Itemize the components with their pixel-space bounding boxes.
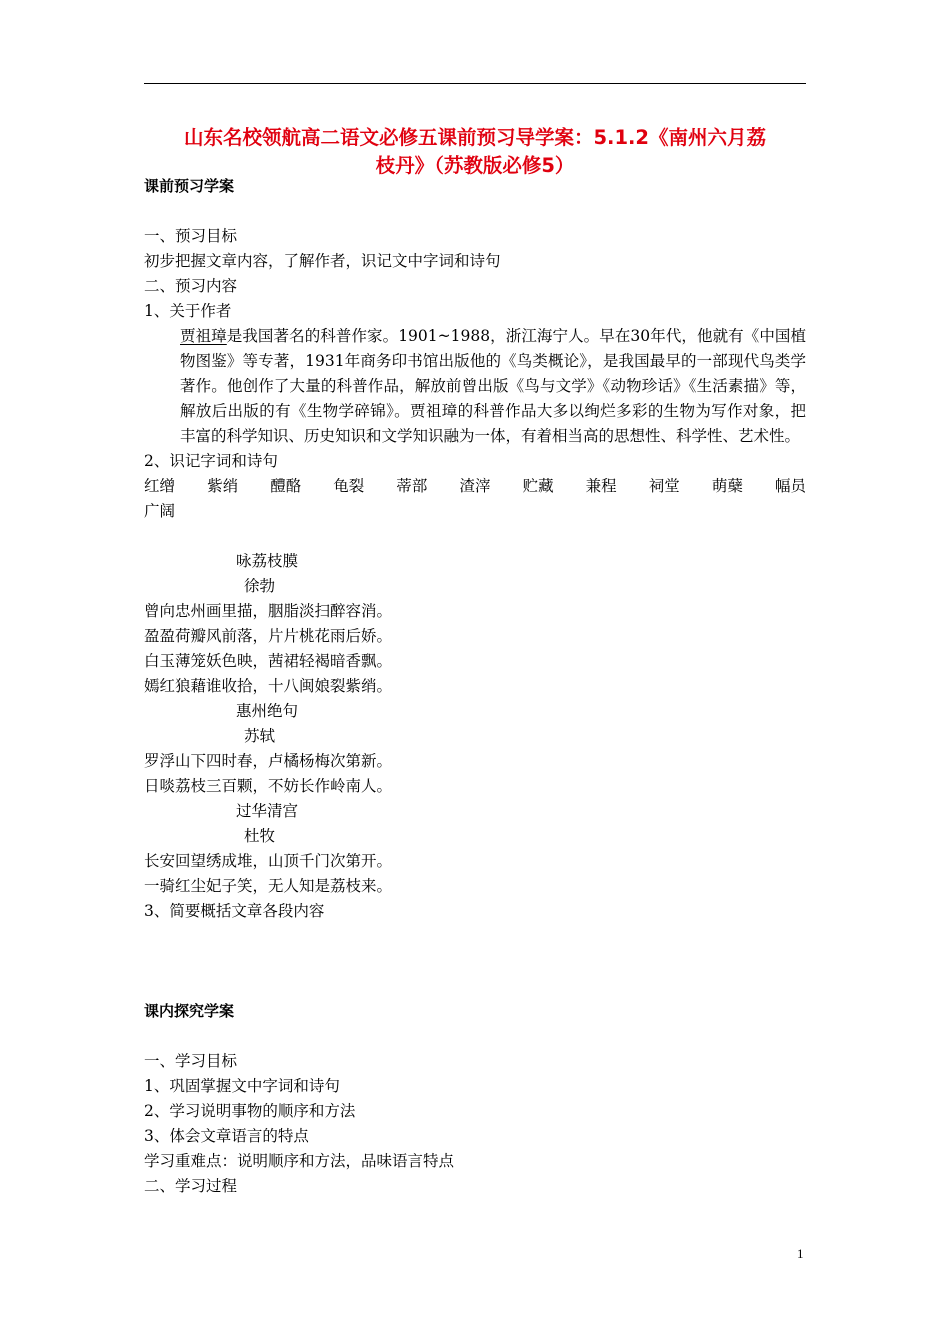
author-heading: 1、关于作者 [144, 302, 232, 320]
vocab-word: 贮藏 [522, 477, 554, 495]
blank-line [144, 199, 806, 224]
vocab-word: 祠堂 [648, 477, 680, 495]
preview-goal-text: 初步把握文章内容，了解作者，识记文中字词和诗句 [144, 252, 501, 270]
inclass-goal: 2、学习说明事物的顺序和方法 [144, 1102, 356, 1120]
vocab-word: 幅员 [774, 477, 806, 495]
author-name: 贾祖璋 [180, 327, 227, 345]
poem-line: 一骑红尘妃子笑，无人知是荔枝来。 [144, 877, 393, 895]
vocab-word: 紫绡 [207, 477, 239, 495]
vocab-row [144, 474, 806, 499]
poem [144, 549, 806, 699]
section-heading-preview: 课前预习学案 [144, 177, 235, 195]
vocab-word-wrapped: 广阔 [144, 502, 176, 520]
vocab-word: 蒂部 [396, 477, 428, 495]
vocab-word: 龟裂 [333, 477, 365, 495]
inclass-goal: 1、巩固掌握文中字词和诗句 [144, 1077, 340, 1095]
inclass-goal-heading: 一、学习目标 [144, 1052, 238, 1070]
poem-line: 嫣红狼藉谁收拾，十八闽娘裂紫绡。 [144, 677, 393, 695]
inclass-goal: 3、体会文章语言的特点 [144, 1127, 309, 1145]
author-text: 是我国著名的科普作家。1901~1988，浙江海宁人。早在30年代，他就有《中国植物图鉴》等专著，1931年商务印书馆出版他的《鸟类概论》，是我国最早的一部现代鸟类学著作。他创作了大量的科普作品，解放前曾出版《鸟与文学》《动物珍话》《生活素描》等，解放后出版的有《生物学碎锦》。贾祖璋的科普作品大多以绚烂多彩的生物为写作对象，把丰富的科学知识、历史知识和文学知识融为一体，有着相当高的思想性、科学性、艺术性。 [180, 327, 806, 445]
poem-author: 徐勃 [244, 577, 276, 595]
vocab-word: 渣滓 [459, 477, 491, 495]
page-number: 1 [797, 1246, 804, 1261]
poem-line: 长安回望绣成堆，山顶千门次第开。 [144, 852, 393, 870]
vocab-word: 兼程 [585, 477, 617, 495]
poem-line: 曾向忠州画里描，胭脂淡扫醉容消。 [144, 602, 393, 620]
title-line-1: 山东名校领航高二语文必修五课前预习导学案：5.1.2《南州六月荔 [183, 126, 767, 149]
poem-title: 咏荔枝膜 [236, 552, 299, 570]
poem-title: 过华清宫 [236, 802, 299, 820]
poem [144, 699, 806, 799]
summary-heading: 3、简要概括文章各段内容 [144, 902, 325, 920]
poem-title: 惠州绝句 [236, 702, 299, 720]
vocab-word: 萌蘖 [711, 477, 743, 495]
words-heading: 2、识记字词和诗句 [144, 452, 278, 470]
process-heading: 二、学习过程 [144, 1177, 238, 1195]
blank-line [144, 524, 806, 549]
header-rule [144, 83, 806, 84]
title-line-2: 枝丹》（苏教版必修5） [375, 154, 575, 177]
poem-line: 日啖荔枝三百颗，不妨长作岭南人。 [144, 777, 393, 795]
vocab-word: 红缯 [144, 477, 176, 495]
poem-line: 白玉薄笼妖色映，茜裙轻褐暗香飘。 [144, 652, 393, 670]
document-title [144, 124, 806, 180]
poem-line: 盈盈荷瓣风前落，片片桃花雨后娇。 [144, 627, 393, 645]
poem [144, 799, 806, 899]
vocab-word: 醴酪 [270, 477, 302, 495]
poem-author: 杜牧 [244, 827, 276, 845]
blank-line [144, 1024, 806, 1049]
document-body [144, 174, 806, 1199]
preview-goal-heading: 一、预习目标 [144, 227, 238, 245]
author-paragraph [144, 324, 806, 449]
key-points: 学习重难点：说明顺序和方法，品味语言特点 [144, 1152, 455, 1170]
blank-lines [144, 924, 806, 999]
poem-author: 苏轼 [244, 727, 276, 745]
section-heading-inclass: 课内探究学案 [144, 1002, 235, 1020]
preview-content-heading: 二、预习内容 [144, 277, 238, 295]
poem-line: 罗浮山下四时春，卢橘杨梅次第新。 [144, 752, 393, 770]
